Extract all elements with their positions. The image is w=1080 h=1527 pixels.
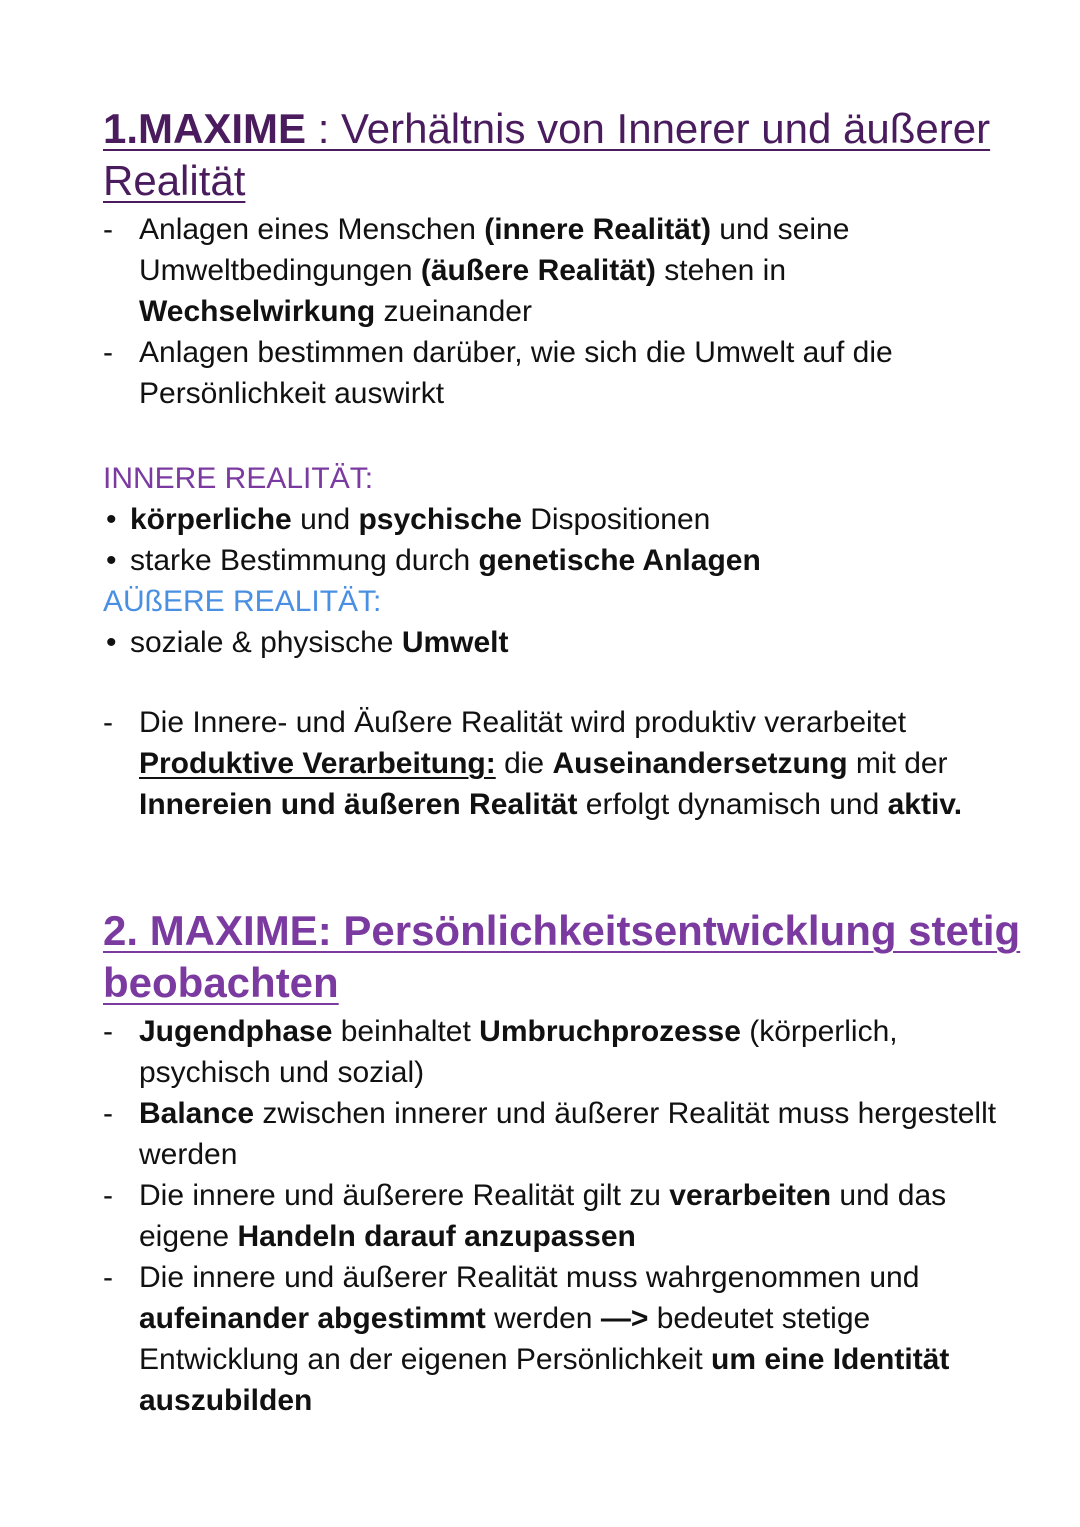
heading-maxime-2: 2. MAXIME: Persönlichkeitsentwicklung stetig beobachten [103,907,1021,1006]
text-run: bedeutet stetige Entwicklung an der eigenen Persönlichkeit [139,1302,871,1376]
text-run: soziale & physische [130,626,402,659]
bullet-marker: • [106,503,117,536]
inner-reality-list [0,499,1080,581]
heading-maxime-1-title: : Verhältnis von Innerer und äußerer Realität [103,105,991,204]
list-item [0,622,1080,663]
heading-maxime-1 [103,103,1080,207]
bold-run: (innere Realität) [484,213,711,246]
bold-run: Jugendphase [139,1015,333,1048]
text-run: zwischen innerer und äußerer Realität muss hergestellt werden [139,1097,997,1171]
section-maxime-2 [0,905,1080,1421]
bold-run: Produktive Verarbeitung: [139,747,496,780]
dash-marker: - [103,1179,113,1212]
bold-run: körperliche [130,503,292,536]
heading-maxime-1-number: 1.MAXIME [103,105,307,152]
text-run: und seine Umweltbedingungen [139,213,850,287]
text-run: und [291,503,359,536]
text-run: erfolgt dynamisch und [577,788,888,821]
bold-run: Auseinandersetzung [552,747,848,780]
bold-run: um eine Identität auszubilden [139,1343,950,1417]
dash-marker: - [103,1015,113,1048]
list-item [0,540,1080,581]
bold-run: Umbruchprozesse [479,1015,741,1048]
text-run: die [495,747,553,780]
list-item [0,332,1080,414]
section-productive-processing [0,700,1080,825]
bold-run: Innereien und äußeren Realität [139,788,578,821]
text-run: Die innere und äußerere Realität gilt zu [139,1179,670,1212]
dash-marker: - [103,706,113,739]
list-item [0,499,1080,540]
outer-reality-label: AÜßERE REALITÄT: [103,585,382,618]
bold-run: —> [600,1302,649,1335]
bold-run: Handeln darauf anzupassen [237,1220,636,1253]
text-run: stehen in [655,254,787,287]
bold-run: psychische [358,503,522,536]
text-run: (körperlich, psychisch und sozial) [139,1015,898,1089]
list-item [0,702,1080,825]
text-run: Anlagen eines Menschen [139,213,485,246]
maxime-2-list [0,1011,1080,1421]
text-run: starke Bestimmung durch [130,544,479,577]
bold-run: verarbeiten [669,1179,832,1212]
section-maxime-1 [0,103,1080,414]
inner-reality-label: INNERE REALITÄT: [103,462,374,495]
bullet-marker: • [106,544,117,577]
text-run: werden [485,1302,601,1335]
dash-marker: - [103,1261,113,1294]
list-item [0,1011,1080,1093]
outer-reality-list [0,622,1080,663]
list-item [0,1093,1080,1175]
text-run: Dispositionen [521,503,711,536]
bold-run: genetische Anlagen [478,544,761,577]
bullet-marker: • [106,626,117,659]
bold-run: Umwelt [401,626,509,659]
text-run: zueinander [375,295,532,328]
text-run: und das eigene [139,1179,947,1253]
bold-run: aktiv. [887,788,963,821]
list-item [0,1257,1080,1421]
processing-list [0,702,1080,825]
text-run: Anlagen bestimmen darüber, wie sich die Umwelt auf die Persönlichkeit auswirkt [139,336,893,410]
dash-marker: - [103,336,113,369]
text-run: Die innere und äußerer Realität muss wahrgenommen und [139,1261,920,1294]
dash-marker: - [103,1097,113,1130]
list-item [0,209,1080,332]
bold-run: Wechselwirkung [139,295,376,328]
bold-run: aufeinander abgestimmt [139,1302,486,1335]
dash-marker: - [103,213,113,246]
text-run: beinhaltet [332,1015,480,1048]
bold-run: (äußere Realität) [420,254,656,287]
section-realities [0,458,1080,663]
bold-run: Balance [139,1097,255,1130]
text-run: Die Innere- und Äußere Realität wird produktiv verarbeitet [139,706,907,739]
list-item [0,1175,1080,1257]
maxime-1-list [0,209,1080,414]
text-run: mit der [847,747,948,780]
